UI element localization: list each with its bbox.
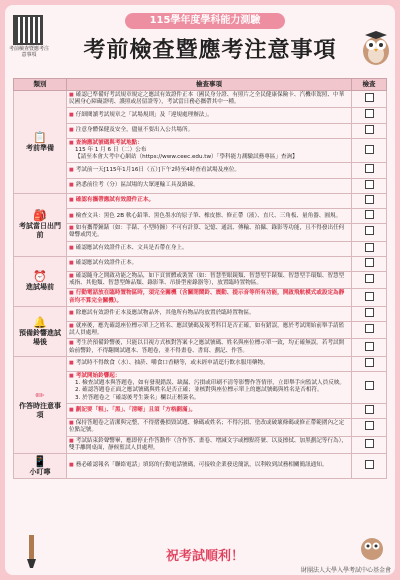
table-row (14, 241, 387, 256)
category-label: 考試當日出門前 (19, 222, 61, 240)
item-subline: 1. 檢查試題本與答題卷，如有發現錯誤、缺漏、污損或印刷不清等影響作答情形，立即舉手向監試人員反映。 (75, 380, 346, 387)
item-text: 考試前一天[115年1月16日（五）]下午2時至4時查看試場及座位。 (75, 166, 241, 173)
bullet-icon: ■ (69, 92, 74, 98)
table-row (14, 339, 387, 356)
item-text: 確認應試有效證件正本。 (75, 260, 138, 267)
bullet-icon: ■ (69, 420, 74, 427)
check-cell (352, 419, 387, 436)
category-label: 預備鈴響進試場後 (19, 328, 61, 346)
table-row (14, 123, 387, 138)
checkbox[interactable] (365, 180, 374, 189)
check-cell (352, 372, 387, 404)
bullet-icon: ■ (69, 127, 74, 134)
category-label: 考前準備 (26, 143, 54, 152)
page-title: 考前檢查暨應考注意事項 (83, 38, 337, 63)
phone-icon: 📱 (33, 454, 47, 468)
checkbox[interactable] (365, 164, 374, 173)
owl-mascot-icon (360, 27, 392, 67)
check-item (67, 108, 352, 123)
checkbox[interactable] (365, 381, 374, 390)
owl-small-icon (357, 532, 387, 562)
check-item (67, 163, 352, 178)
check-cell (352, 138, 387, 163)
check-cell (352, 209, 387, 224)
table-row (14, 224, 387, 241)
notice-sheet (5, 5, 395, 575)
item-text: 劃記要「粗」、「黑」、「清晰」且須「方格劃滿」。 (75, 407, 196, 414)
item-text: 就座後，應先確認座位標示單上之姓名、應試號碼及報考科目是否正確，如有錯誤，應於考試開始前舉手請監試人員處理。 (69, 323, 345, 337)
bullet-icon: ■ (69, 166, 74, 173)
bullet-icon: ■ (69, 310, 74, 317)
item-text: 確認已準備好考試規章規定之應試有效證件正本（國民身分證、有照片之全民健康保險卡、汽機車駕照、中華民國身心障礙證明、護照或居留證等），考試當日務必攜帶其中一種。 (69, 92, 345, 106)
table-header (14, 79, 387, 91)
bullet-icon: ■ (69, 260, 74, 267)
item-subline: 2. 確認答題卷正面之應試號碼與姓名是否正確；並核對與座位標示單上的應試號碼與姓名是否相符。 (75, 387, 323, 394)
check-item (67, 241, 352, 256)
check-item (67, 138, 352, 163)
item-subline: 3. 於答題卷之「確認後考生簽名」欄以正楷簽名。 (75, 394, 200, 401)
checkbox[interactable] (365, 93, 374, 102)
qr-caption: 考前檢查暨應考注意事項 (8, 46, 49, 58)
item-text: 檢查文具：黑色 2B 軟心鉛筆、黑色墨水的原子筆、橡皮擦、修正帶（液）、直尺、三角板、量角器、圓規。 (75, 212, 342, 219)
check-item (67, 209, 352, 224)
check-cell (352, 108, 387, 123)
check-cell (352, 91, 387, 108)
table-row (14, 403, 387, 418)
category-cell (14, 306, 67, 356)
table-row (14, 356, 387, 371)
bullet-icon: ■ (69, 273, 74, 280)
category-cell (14, 453, 67, 478)
category-label: 小叮嚀 (29, 467, 51, 476)
checkbox[interactable] (365, 324, 374, 333)
item-text: 考試時不得飲食（水）、抽菸、嚼食口香糖等，或未經申請逕行飲水服用藥物。 (75, 360, 269, 367)
checkbox[interactable] (365, 145, 374, 154)
table-row (14, 306, 387, 321)
table-row (14, 138, 387, 163)
checkbox[interactable] (365, 460, 374, 469)
check-item (67, 178, 352, 193)
category-label: 進試場前 (26, 283, 54, 292)
item-text: 考試開始鈴響起： (75, 373, 121, 380)
check-item (67, 306, 352, 321)
table-row (14, 178, 387, 193)
table-row (14, 108, 387, 123)
bag-icon: 🎒 (33, 209, 47, 223)
category-cell (14, 91, 67, 194)
item-text: 行動電話放在臨時置物區時，須完全關機（含關閉鬧鈴、震動、提示音等所有功能，開啟飛航模式或設定為靜音均不算完全關機）。 (69, 290, 345, 304)
check-cell (352, 272, 387, 289)
item-text: 如有攜帶鐘錶（如：手錶、小型時鐘）不可有計算、記憶、通訊、傳輸、拍攝、錄影等功能，且不得發出任何聲響或閃光。 (69, 225, 345, 239)
bullet-icon: ■ (69, 182, 74, 189)
check-item (67, 453, 352, 478)
bullet-icon: ■ (69, 212, 74, 219)
checkbox[interactable] (365, 210, 374, 219)
col-category: 類別 (14, 79, 67, 91)
check-item (67, 272, 352, 289)
checkbox[interactable] (365, 439, 374, 448)
checkbox[interactable] (365, 109, 374, 118)
bullet-icon: ■ (69, 139, 74, 146)
checkbox[interactable] (365, 125, 374, 134)
checkbox[interactable] (365, 421, 374, 430)
item-text: 確認隨身之開啟功能之物品，如下頁實體或裝置（如：智慧型眼鏡類、智慧型手錶類、智慧型手環類、智慧型戒指、其他類、智慧型飾品類、錄影筆、吊掛型密錄器等），放置臨時置物區。 (69, 273, 345, 287)
table-row (14, 372, 387, 404)
check-item (67, 356, 352, 371)
item-text: 確認應試有效證件正本、文具是否帶在身上。 (75, 245, 188, 252)
checkbox[interactable] (365, 358, 374, 367)
bullet-icon: ■ (69, 290, 74, 297)
check-cell (352, 178, 387, 193)
item-text: 注意身體保健及安全，儘量不要出入公共場所。 (75, 127, 194, 134)
check-cell (352, 356, 387, 371)
table-row (14, 272, 387, 289)
table-row (14, 289, 387, 306)
bullet-icon: ■ (69, 340, 74, 347)
checkbox[interactable] (365, 243, 374, 252)
clipboard-icon: 📋 (33, 130, 47, 144)
check-item (67, 322, 352, 339)
check-item (67, 339, 352, 356)
check-item (67, 91, 352, 108)
checkbox[interactable] (365, 292, 374, 301)
item-text: 熟悉前往考（分）區試場的大眾運輸工具及路線。 (75, 182, 199, 189)
check-cell (352, 123, 387, 138)
check-item (67, 289, 352, 306)
check-item (67, 256, 352, 271)
table-row (14, 419, 387, 436)
check-cell (352, 256, 387, 271)
category-cell (14, 356, 67, 453)
bullet-icon: ■ (69, 360, 74, 367)
bullet-icon: ■ (69, 197, 74, 204)
check-item (67, 419, 352, 436)
check-item (67, 436, 352, 453)
bullet-icon: ■ (69, 111, 74, 118)
bell-icon: 🔔 (33, 315, 47, 329)
checkbox[interactable] (365, 274, 374, 283)
check-cell (352, 322, 387, 339)
bullet-icon: ■ (69, 323, 74, 330)
bullet-icon: ■ (69, 407, 74, 414)
table-row (14, 193, 387, 208)
item-text: 查詢應試號碼與考試地點： (75, 139, 143, 146)
item-text: 除應試有效證件正本及應試物品外，其他所有物品均放置於臨時置物區。 (75, 310, 255, 317)
category-cell (14, 256, 67, 306)
check-cell (352, 339, 387, 356)
category-cell (14, 193, 67, 256)
exam-year-banner: 115學年度學科能力測驗 (125, 13, 285, 29)
good-luck-message: 祝考試順利！ (165, 549, 244, 564)
item-text: 保持答題卷之清潔與完整，不得摺疊損毀試題、條碼或姓名；不得污損、塗改或破壞條碼或修正帶範圍內之定位點記號。 (69, 420, 345, 434)
check-cell (352, 163, 387, 178)
checkbox[interactable] (365, 308, 374, 317)
check-cell (352, 224, 387, 241)
table-row (14, 453, 387, 478)
check-item (67, 193, 352, 208)
table-row (14, 209, 387, 224)
table-row (14, 436, 387, 453)
alarm-icon: ⏰ (33, 270, 47, 284)
check-cell (352, 403, 387, 418)
bullet-icon: ■ (69, 437, 74, 444)
bullet-icon: ■ (69, 245, 74, 252)
item-subline: 115 年 1 月 6 日（二）公布 (75, 147, 147, 154)
check-item (67, 123, 352, 138)
check-cell (352, 453, 387, 478)
checkbox[interactable] (365, 405, 374, 414)
check-cell (352, 306, 387, 321)
table-row (14, 322, 387, 339)
bullet-icon: ■ (69, 225, 74, 232)
bullet-icon: ■ (69, 373, 74, 380)
item-subline: 【請至本會大考中心網站（https://www.ceec.edu.tw）「學科能力測驗試務專區」查詢】 (75, 154, 298, 161)
check-item (67, 372, 352, 404)
check-cell (352, 436, 387, 453)
item-text: 務必確認報名「聯絡電話」填寫的行動電話號碼，可接收企業發送簡訊，以利收到試務相關簡訊通知。 (75, 462, 328, 469)
category-label: 作答時注意事項 (19, 402, 61, 420)
pencil-icon: ✏ (35, 389, 45, 403)
item-text: 確認有攜帶應試有效證件正本。 (75, 197, 155, 204)
check-item (67, 403, 352, 418)
qr-code[interactable] (13, 15, 43, 45)
check-item (67, 224, 352, 241)
checkbox[interactable] (365, 342, 374, 351)
bullet-icon: ■ (69, 462, 74, 469)
brush-icon (19, 533, 45, 569)
table-row (14, 91, 387, 108)
col-items: 檢查事項 (67, 79, 352, 91)
check-cell (352, 193, 387, 208)
check-cell (352, 289, 387, 306)
item-text: 考生於預備鈴響後，只能以目視方式核對答案卡之應試號碼、姓名與座位標示單一致，均正確無誤。若考試開始前響鈴，不得翻閱試題本、答題卷，並不得畫卷、書寫、劃記、作答。 (69, 340, 345, 354)
col-check: 檢查 (352, 79, 387, 91)
table-row (14, 163, 387, 178)
checkbox[interactable] (365, 258, 374, 267)
item-text: 仔細閱讀考試規章之「試場規則」及「違規處理辦法」。 (75, 111, 213, 118)
checkbox[interactable] (365, 226, 374, 235)
table-row (14, 256, 387, 271)
check-cell (352, 241, 387, 256)
ceec-logo: 財團法人大學入學考試中心基金會 (300, 567, 391, 574)
item-text: 考試結束鈴聲響畢，應即停止作答動作（含作答、畫卷、增減文字或標點符號、以及擦拭、加黑劃記等行為），雙手離開桌面，靜候監試人員處理。 (69, 437, 348, 451)
checklist-table (13, 78, 387, 479)
checkbox[interactable] (365, 195, 374, 204)
